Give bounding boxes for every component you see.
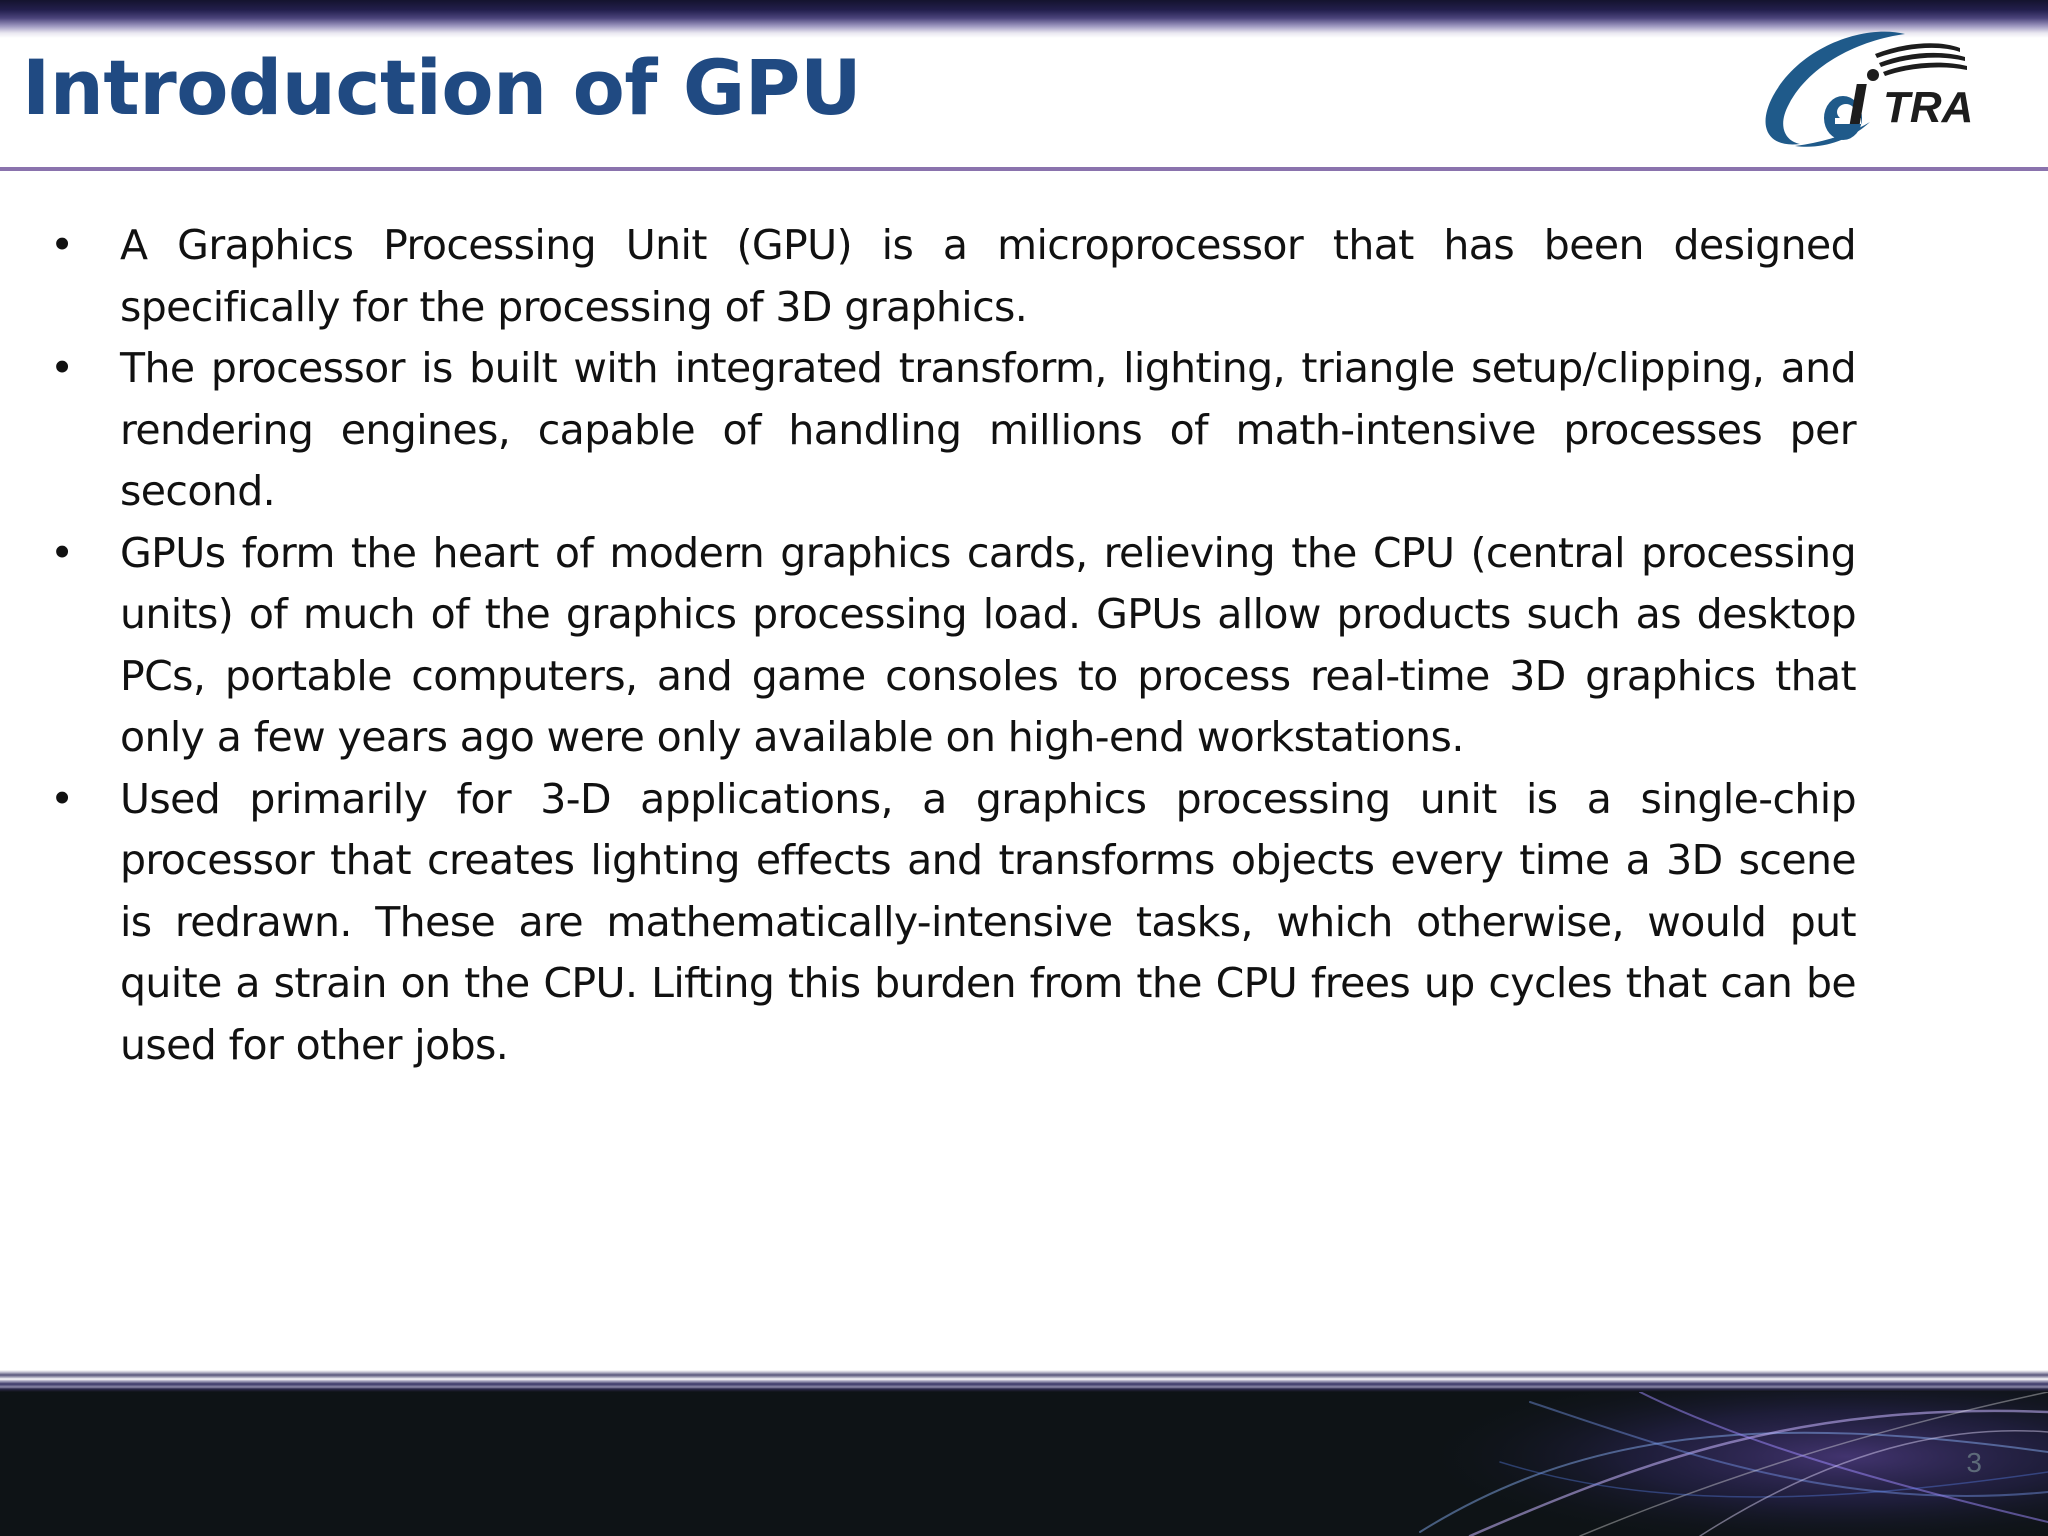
logo-tra-text: TRA xyxy=(1883,83,1974,132)
slide-title: Introduction of GPU xyxy=(22,43,862,132)
bullet-marker: • xyxy=(50,344,74,392)
footer-divider-lines xyxy=(0,1370,2048,1392)
logo-stripes xyxy=(1875,43,1967,76)
footer-swirl-decoration xyxy=(1380,1392,2048,1536)
bullet-marker: • xyxy=(50,221,74,269)
bullet-text: A Graphics Processing Unit (GPU) is a microprocessor that has been designed specifically for the processing of 3D graphics. xyxy=(120,221,1856,331)
bullet-text: Used primarily for 3-D applications, a graphics processing unit is a single-chip processor that creates lighting effects and transforms objects every time a 3D scene is redrawn. These are mathematically-intensive tasks, which otherwise, would put quite a strain on the CPU. Lifting this burden from the CPU frees up cycles that can be used for other jobs. xyxy=(120,774,1856,1069)
bullet-marker: • xyxy=(50,774,74,823)
bullet-marker: • xyxy=(50,528,74,577)
page-number: 3 xyxy=(1966,1447,1982,1478)
top-header-bar xyxy=(0,0,2048,38)
bullet-text: The processor is built with integrated transform, lighting, triangle setup/clipping, and rendering engines, capable of handling millions of math-intensive processes per second. xyxy=(120,344,1856,515)
footer-band xyxy=(0,1392,2048,1536)
bullet-item xyxy=(50,215,1856,338)
bullet-list xyxy=(50,215,1856,1076)
bullet-item xyxy=(50,523,1856,769)
bullet-text: GPUs form the heart of modern graphics cards, relieving the CPU (central processing units) of much of the graphics processing load. GPUs allow products such as desktop PCs, portable computers, and game consoles to process real-time 3D graphics that only a few years ago were only available on high-end workstations. xyxy=(120,528,1856,761)
eitra-logo xyxy=(1755,26,1980,156)
title-divider xyxy=(0,167,2048,171)
bullet-item xyxy=(50,769,1856,1077)
bullet-item xyxy=(50,338,1856,523)
